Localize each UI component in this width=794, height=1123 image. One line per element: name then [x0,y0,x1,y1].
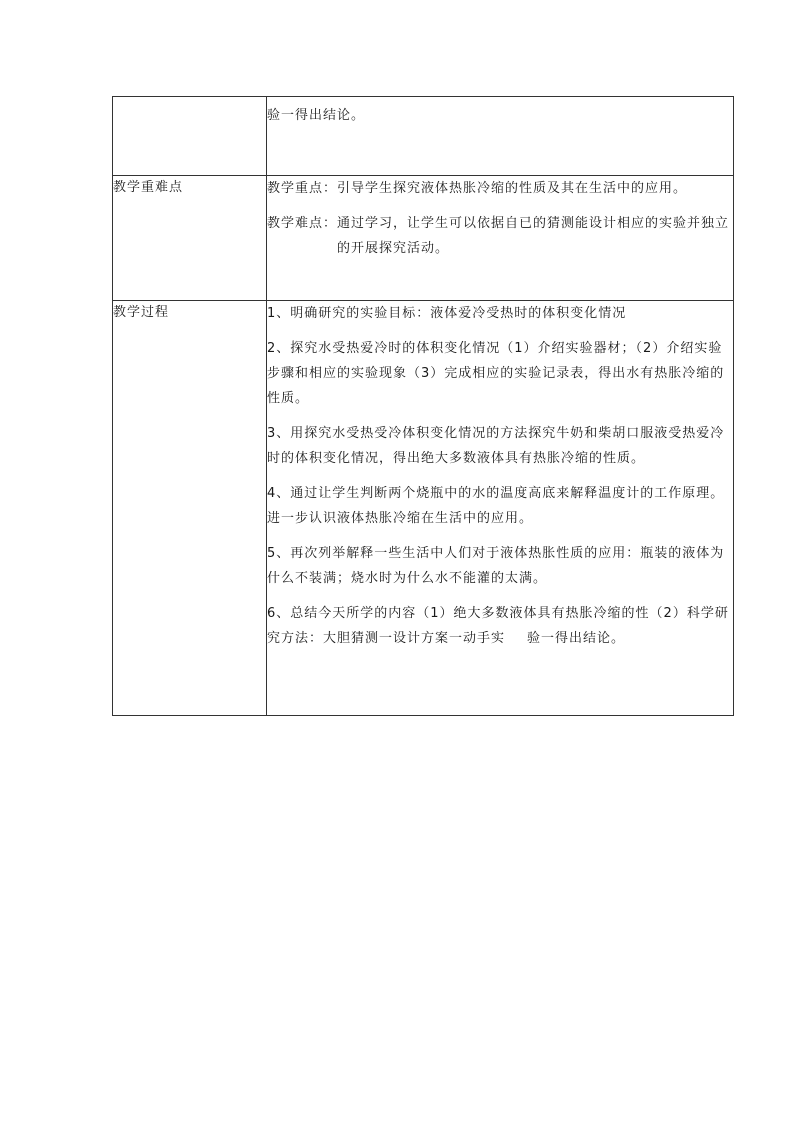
process-step-5: 5、再次列举解释一些生活中人们对于液体热胀性质的应用：瓶装的液体为什么不装满；烧水时为什么水不能灌的太满。 [267,546,725,586]
continued-text: 验一得出结论。 [267,108,366,123]
difficult-point [267,211,733,261]
process-step-6 [267,601,733,651]
lesson-plan-table [112,96,734,716]
key-point [267,176,733,201]
process-step-2: 2、探究水受热爱冷时的体积变化情况（1）介绍实验器材；（2）介绍实验步骤和相应的实验现象（3）完成相应的实验记录表，得出水有热胀冷缩的性质。 [267,341,725,406]
key-point-label: 教学重点： [267,181,338,196]
table-row [113,176,734,301]
process-step-6-part2: 验一得出结论。 [527,631,626,646]
process-step-1: 1、明确研究的实验目标：液体爱冷受热时的体积变化情况 [267,306,627,321]
row-content [267,301,734,716]
key-point-text: 引导学生探究液体热胀冷缩的性质及其在生活中的应用。 [337,181,688,196]
row-label-key-difficult: 教学重难点 [113,176,267,301]
table-row [113,301,734,716]
row-content [267,97,734,176]
table-row [113,97,734,176]
row-label-process: 教学过程 [113,301,267,716]
process-step-4: 4、通过让学生判断两个烧瓶中的水的温度高底来解释温度计的工作原理。进一步认识液体热胀冷缩在生活中的应用。 [267,486,725,526]
row-label-empty [113,97,267,176]
process-step-6-part1: 6、总结今天所学的内容（1）绝大多数液体具有热胀冷缩的性（2）科学研究方法：大胆猜测一设计方案一动手实 [267,606,729,646]
row-content [267,176,734,301]
difficult-point-text: 通过学习，让学生可以依据自已的猜测能设计相应的实验并独立的开展探究活动。 [337,216,730,256]
difficult-point-label: 教学难点： [267,216,338,231]
process-step-3: 3、用探究水受热受冷体积变化情况的方法探究牛奶和柴胡口服液受热爱冷时的体积变化情况，得出绝大多数液体具有热胀冷缩的性质。 [267,426,725,466]
